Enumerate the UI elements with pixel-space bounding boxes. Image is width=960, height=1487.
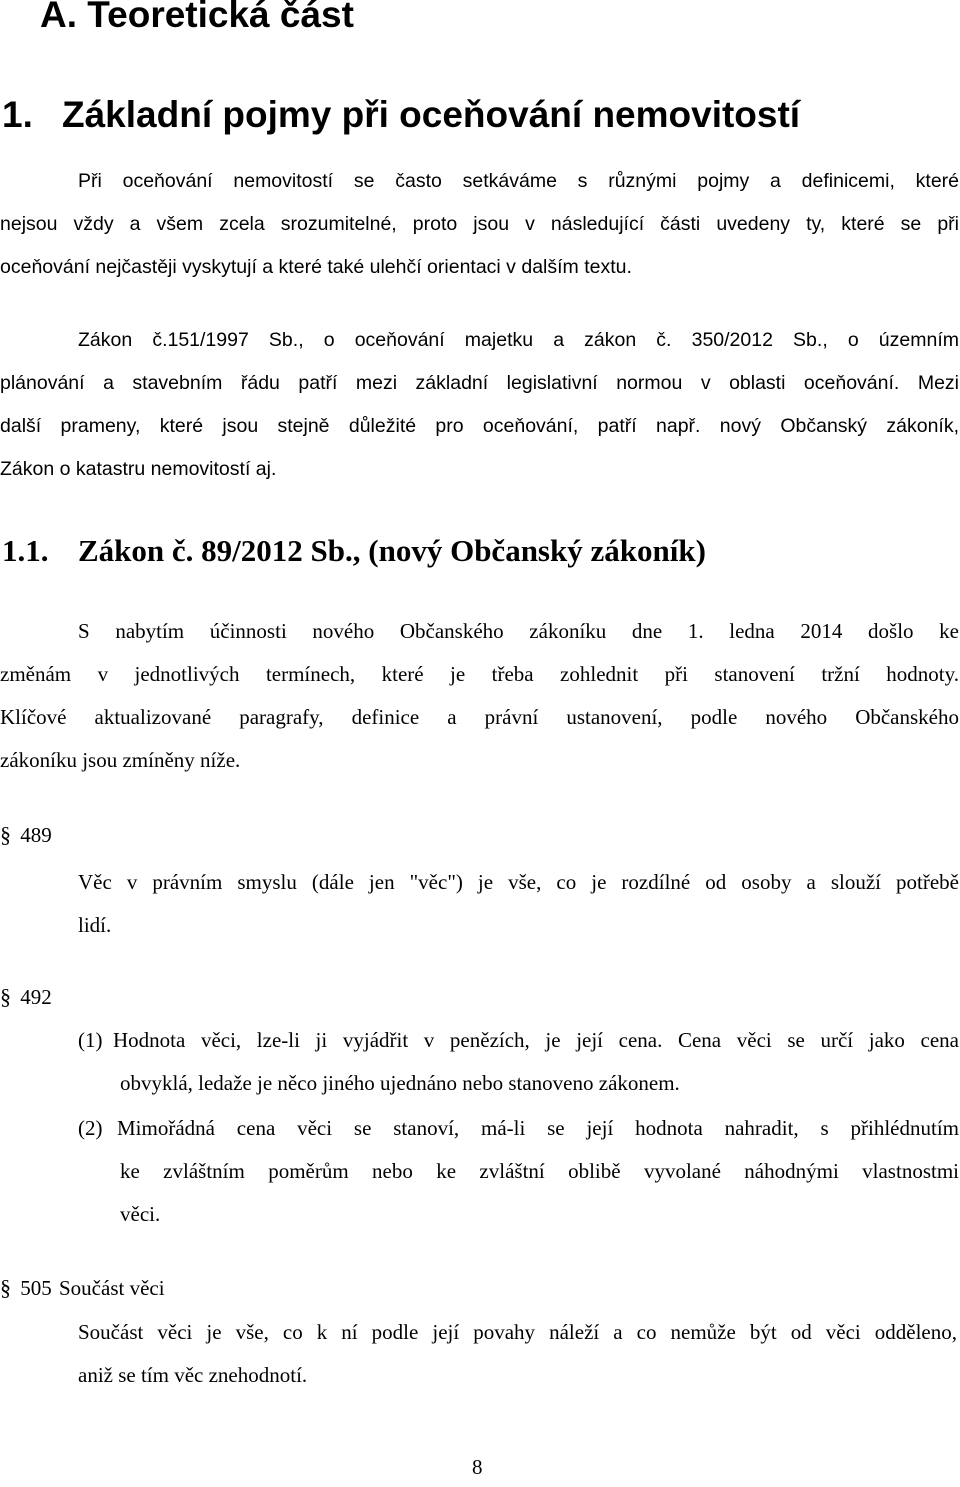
chapter-title: Základní pojmy při oceňování nemovitostí [62,94,801,135]
section-number: 489 [20,823,52,847]
page-number: 8 [472,1455,483,1479]
sub-line-1: S nabytím účinnosti nového Občanského zákoníku dne 1. ledna 2014 došlo ke [78,619,959,643]
section-505-line-2: aniž se tím věc znehodnotí. [78,1363,308,1387]
section-505-heading [0,1275,165,1301]
section-number: 505 [20,1276,52,1300]
sub-line-3: Klíčové aktualizované paragrafy, definice a právní ustanovení, podle nového Občanského [0,705,959,729]
section-symbol-icon: § [0,1275,11,1300]
item-2-line-3: věci. [120,1202,161,1226]
item-1-label: (1) [78,1028,103,1052]
laws-line-3: další prameny, které jsou stejně důležité pro oceňování, patří např. nový Občanský zákoník, [0,415,959,437]
section-489-line-2: lidí. [78,913,112,937]
item-1-line-2: obvyklá, ledaže je něco jiného ujednáno nebo stanoveno zákonem. [120,1071,680,1095]
intro-line-3: oceňování nejčastěji vyskytují a které také ulehčí orientaci v dalším textu. [0,256,632,278]
item-2-line-1: Mimořádná cena věci se stanoví, má-li se její hodnota nahradit, s přihlédnutím [117,1116,959,1140]
item-2-label: (2) [78,1116,103,1140]
laws-line-2: plánování a stavebním řádu patří mezi základní legislativní normou v oblasti oceňování. Mezi [0,372,959,394]
section-492-heading [0,984,52,1010]
sub-line-2: změnám v jednotlivých termínech, které je třeba zohlednit při stanovení tržní hodnoty. [0,662,959,686]
laws-line-1: Zákon č.151/1997 Sb., o oceňování majetku a zákon č. 350/2012 Sb., o územním [78,329,959,351]
item-2-line-2: ke zvláštním poměrům nebo ke zvláštní oblibě vyvolané náhodnými vlastnostmi [120,1159,959,1183]
section-505-line-1: Součást věci je vše, co k ní podle její povahy náleží a co nemůže být od věci odděleno, [78,1320,957,1344]
section-title: Součást věci [59,1276,165,1300]
item-1-line-1: Hodnota věci, lze-li ji vyjádřit v penězích, je její cena. Cena věci se určí jako cena [113,1028,959,1052]
section-489-line-1: Věc v právním smyslu (dále jen "věc") je vše, co je rozdílné od osoby a slouží potřebě [78,870,959,894]
section-number: 492 [20,985,52,1009]
subsection-title: Zákon č. 89/2012 Sb., (nový Občanský zákoník) [78,533,706,568]
subsection-number: 1.1. [2,533,49,568]
laws-line-4: Zákon o katastru nemovitostí aj. [0,458,277,480]
section-symbol-icon: § [0,822,11,847]
chapter-number: 1. [2,94,33,135]
intro-line-1: Při oceňování nemovitostí se často setkáváme s různými pojmy a definicemi, které [78,170,959,192]
section-symbol-icon: § [0,984,11,1009]
sub-line-4: zákoníku jsou zmíněny níže. [0,748,241,772]
section-489-heading [0,822,52,848]
intro-line-2: nejsou vždy a všem zcela srozumitelné, proto jsou v následující části uvedeny ty, které se při [0,213,959,235]
page-title: A. Teoretická část [40,0,354,35]
